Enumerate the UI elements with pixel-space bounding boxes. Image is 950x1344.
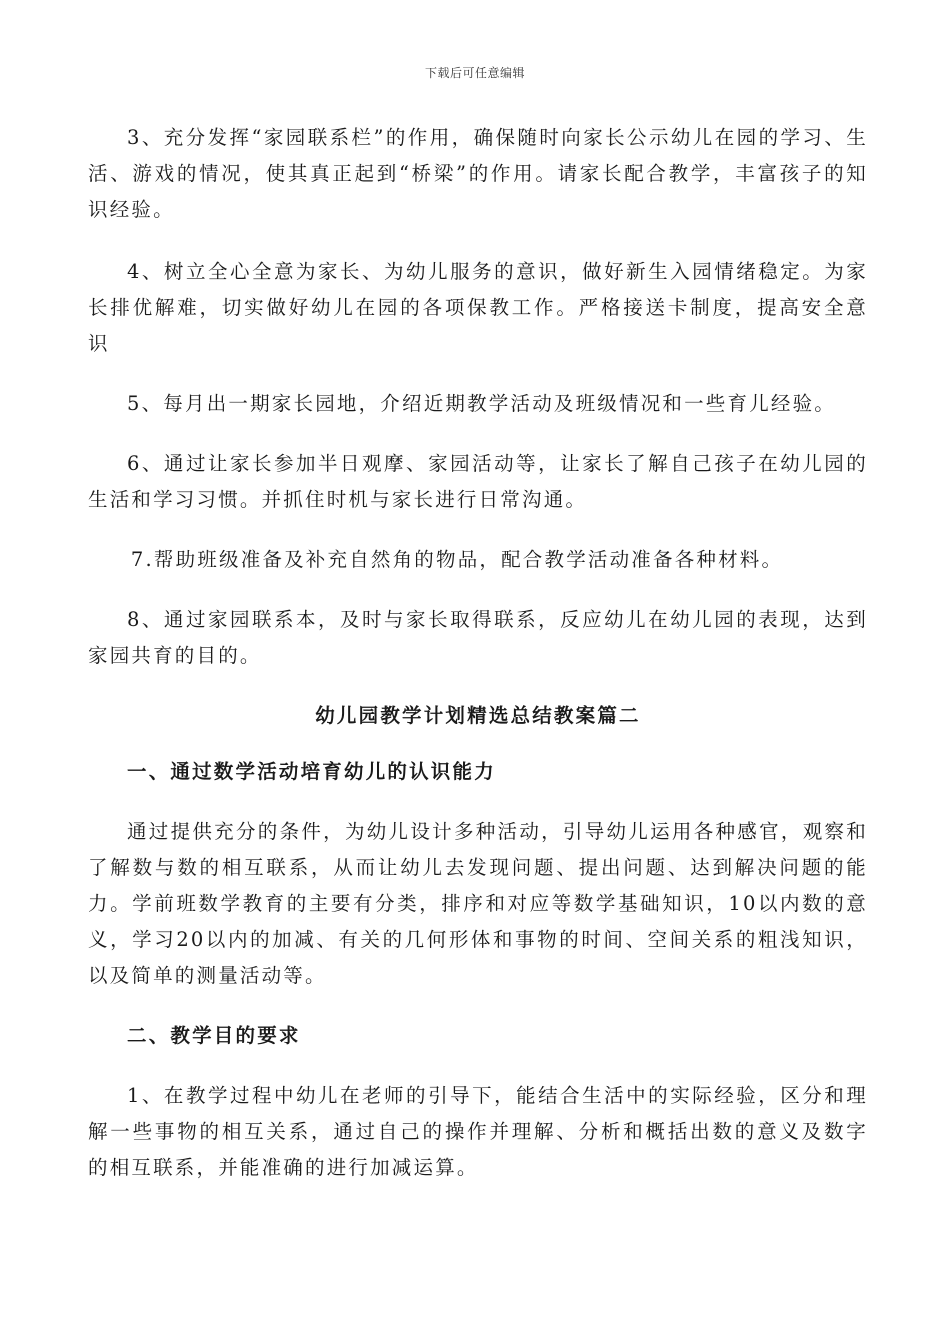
section-heading-2: 二、教学目的要求 (127, 1024, 301, 1047)
section-body-2: 1、在教学过程中幼儿在老师的引导下，能结合生活中的实际经验，区分和理解一些事物的相互关系，通过自己的操作并理解、分析和概括出数的意义及数字的相互联系，并能准确的进行加减运算。 (88, 1084, 868, 1179)
section-heading-1: 一、通过数学活动培育幼儿的认识能力 (127, 760, 496, 783)
paragraph-item-5: 5、每月出一期家长园地，介绍近期教学活动及班级情况和一些育儿经验。 (127, 392, 837, 415)
document-body (88, 120, 868, 1210)
paragraph-item-4: 4、树立全心全意为家长、为幼儿服务的意识，做好新生入园情绪稳定。为家长排优解难，切实做好幼儿在园的各项保教工作。严格接送卡制度，提高安全意识 (88, 260, 868, 355)
header-note: 下载后可任意编辑 (424, 66, 525, 80)
paragraph-item-6: 6、通过让家长参加半日观摩、家园活动等，让家长了解自己孩子在幼儿园的生活和学习习惯。并抓住时机与家长进行日常沟通。 (88, 452, 868, 511)
paragraph-item-8: 8、通过家园联系本，及时与家长取得联系，反应幼儿在幼儿园的表现，达到家园共育的目的。 (88, 608, 868, 667)
paragraph-item-7: 7.帮助班级准备及补充自然角的物品，配合教学活动准备各种材料。 (130, 548, 784, 571)
paragraph-item-3: 3、充分发挥“家园联系栏”的作用，确保随时向家长公示幼儿在园的学习、生活、游戏的情况，使其真正起到“桥梁”的作用。请家长配合教学，丰富孩子的知识经验。 (88, 126, 868, 221)
section-title: 幼儿园教学计划精选总结教案篇二 (315, 704, 641, 727)
section-body-1: 通过提供充分的条件，为幼儿设计多种活动，引导幼儿运用各种感官，观察和了解数与数的相互联系，从而让幼儿去发现问题、提出问题、达到解决问题的能力。学前班数学教育的主要有分类，排序和对应等数学基础知识，10以内数的意义，学习20以内的加减、有关的几何形体和事物的时间、空间关系的粗浅知识，以及简单的测量活动等。 (88, 820, 868, 987)
